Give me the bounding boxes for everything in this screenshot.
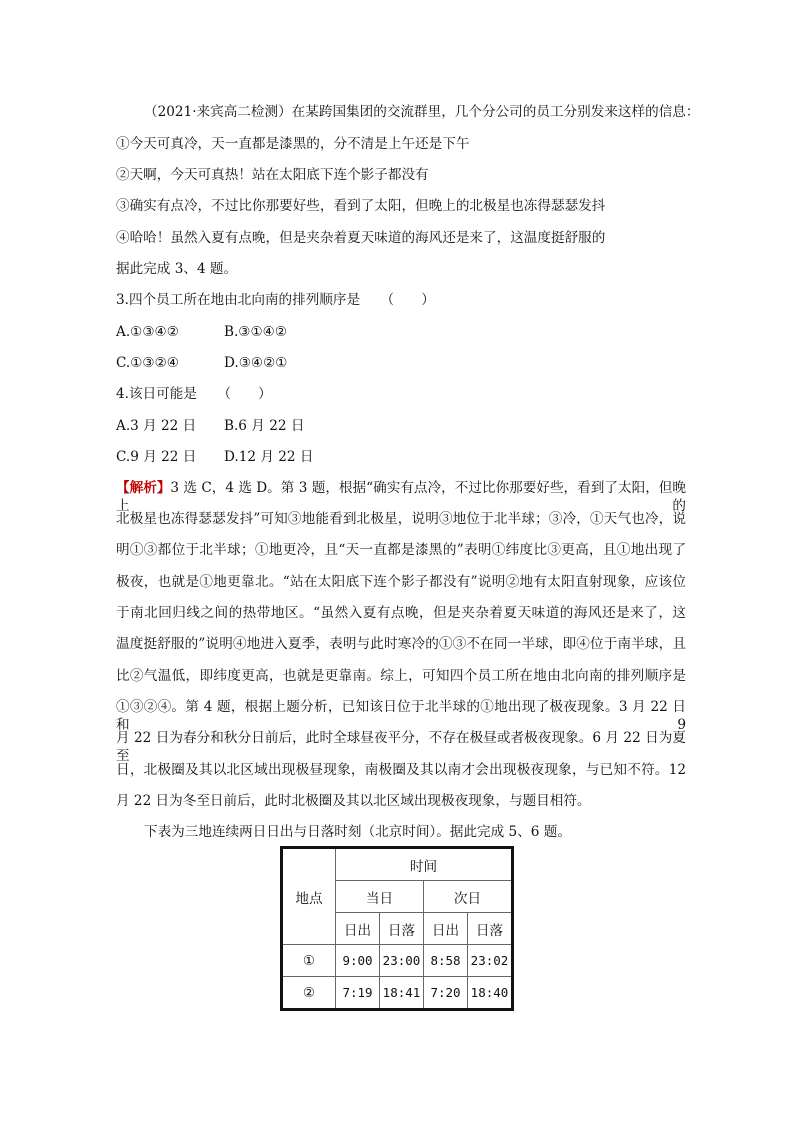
analysis-line-7: 比②气温低，即纬度更高，也就是更靠南。综上，可知四个员工所在地由北向南的排列顺序是 bbox=[116, 668, 686, 684]
question-4-stem: 4.该日可能是 （ ） bbox=[116, 386, 272, 402]
row-d2-sunset: 18:40 bbox=[468, 977, 513, 1010]
q4-option-c: C.9 月 22 日 bbox=[116, 449, 197, 465]
analysis-line-4: 极夜，也就是①地更靠北。“站在太阳底下连个影子都没有”说明②地有太阳直射现象，应该位 bbox=[116, 574, 686, 590]
table-intro: 下表为三地连续两日日出与日落时刻（北京时间）。据此完成 5、6 题。 bbox=[144, 824, 571, 840]
q4-option-a: A.3 月 22 日 bbox=[116, 418, 197, 434]
analysis-line-8: ①③②④。第 4 题，根据上题分析，已知该日位于北半球的①地出现了极夜现象。3 月 22 日和 9 bbox=[116, 699, 686, 733]
header-day1-sunrise: 日出 bbox=[336, 913, 380, 945]
message-2: ②天啊，今天可真热！站在太阳底下连个影子都没有 bbox=[116, 167, 429, 183]
row-d2-sunrise: 8:58 bbox=[424, 945, 468, 977]
header-place: 地点 bbox=[282, 848, 336, 945]
q3-option-b: B.③①④② bbox=[224, 324, 288, 340]
header-day2-sunrise: 日出 bbox=[424, 913, 468, 945]
analysis-line-10: 日，北极圈及其以北区域出现极昼现象，南极圈及其以南才会出现极夜现象，与已知不符。12 bbox=[116, 762, 686, 778]
q4-option-b: B.6 月 22 日 bbox=[224, 418, 305, 434]
row-d2-sunrise: 7:20 bbox=[424, 977, 468, 1010]
row-d1-sunset: 18:41 bbox=[380, 977, 424, 1010]
row-d1-sunset: 23:00 bbox=[380, 945, 424, 977]
sunrise-sunset-table bbox=[280, 846, 514, 1011]
row-place: ② bbox=[282, 977, 336, 1010]
analysis-line-9: 月 22 日为春分和秋分日前后，此时全球昼夜平分，不存在极昼或者极夜现象。6 月 22 日为夏至 bbox=[116, 730, 686, 764]
message-3: ③确实有点冷，不过比你那要好些，看到了太阳，但晚上的北极星也冻得瑟瑟发抖 bbox=[116, 198, 606, 214]
instruction-text: 据此完成 3、4 题。 bbox=[116, 261, 238, 277]
question-3-stem: 3.四个员工所在地由北向南的排列顺序是 （ ） bbox=[116, 292, 435, 308]
analysis-line-5: 于南北回归线之间的热带地区。“虽然入夏有点晚，但是夹杂着夏天味道的海风还是来了，这 bbox=[116, 605, 686, 621]
q3-option-c: C.①③②④ bbox=[116, 355, 179, 371]
analysis-tag: 【解析】 bbox=[116, 480, 171, 496]
message-1: ①今天可真冷，天一直都是漆黑的，分不清是上午还是下午 bbox=[116, 136, 470, 152]
row-d1-sunrise: 9:00 bbox=[336, 945, 380, 977]
q3-option-a: A.①③④② bbox=[116, 324, 179, 340]
q4-option-d: D.12 月 22 日 bbox=[224, 449, 314, 465]
q3-option-d: D.③④②① bbox=[224, 355, 288, 371]
table-row bbox=[282, 945, 513, 977]
analysis-line-2: 北极星也冻得瑟瑟发抖”可知③地能看到北极星，说明③地位于北半球；③冷，①天气也冷，说 bbox=[116, 511, 686, 527]
analysis-line-3: 明①③都位于北半球；①地更冷，且“天一直都是漆黑的”表明①纬度比③更高，且①地出现了 bbox=[116, 542, 686, 558]
header-day2: 次日 bbox=[424, 881, 513, 913]
header-day2-sunset: 日落 bbox=[468, 913, 513, 945]
header-time: 时间 bbox=[336, 848, 513, 881]
analysis-line-6: 温度挺舒服的”说明④地进入夏季，表明与此时寒冷的①③不在同一半球，即④位于南半球，且 bbox=[116, 636, 686, 652]
message-4: ④哈哈！虽然入夏有点晚，但是夹杂着夏天味道的海风还是来了，这温度挺舒服的 bbox=[116, 230, 606, 246]
analysis-line-1-text: 3 选 C，4 选 D。第 3 题，根据“确实有点冷，不过比你那要好些，看到了太阳，但晚上的 bbox=[116, 480, 686, 514]
row-d2-sunset: 23:02 bbox=[468, 945, 513, 977]
row-d1-sunrise: 7:19 bbox=[336, 977, 380, 1010]
analysis-line-11: 月 22 日为冬至日前后，此时北极圈及其以北区域出现极夜现象，与题目相符。 bbox=[116, 793, 591, 809]
header-day1: 当日 bbox=[336, 881, 424, 913]
intro-text: （2021·来宾高二检测）在某跨国集团的交流群里，几个分公司的员工分别发来这样的信息： bbox=[144, 104, 700, 120]
table-row bbox=[282, 977, 513, 1010]
header-day1-sunset: 日落 bbox=[380, 913, 424, 945]
row-place: ① bbox=[282, 945, 336, 977]
